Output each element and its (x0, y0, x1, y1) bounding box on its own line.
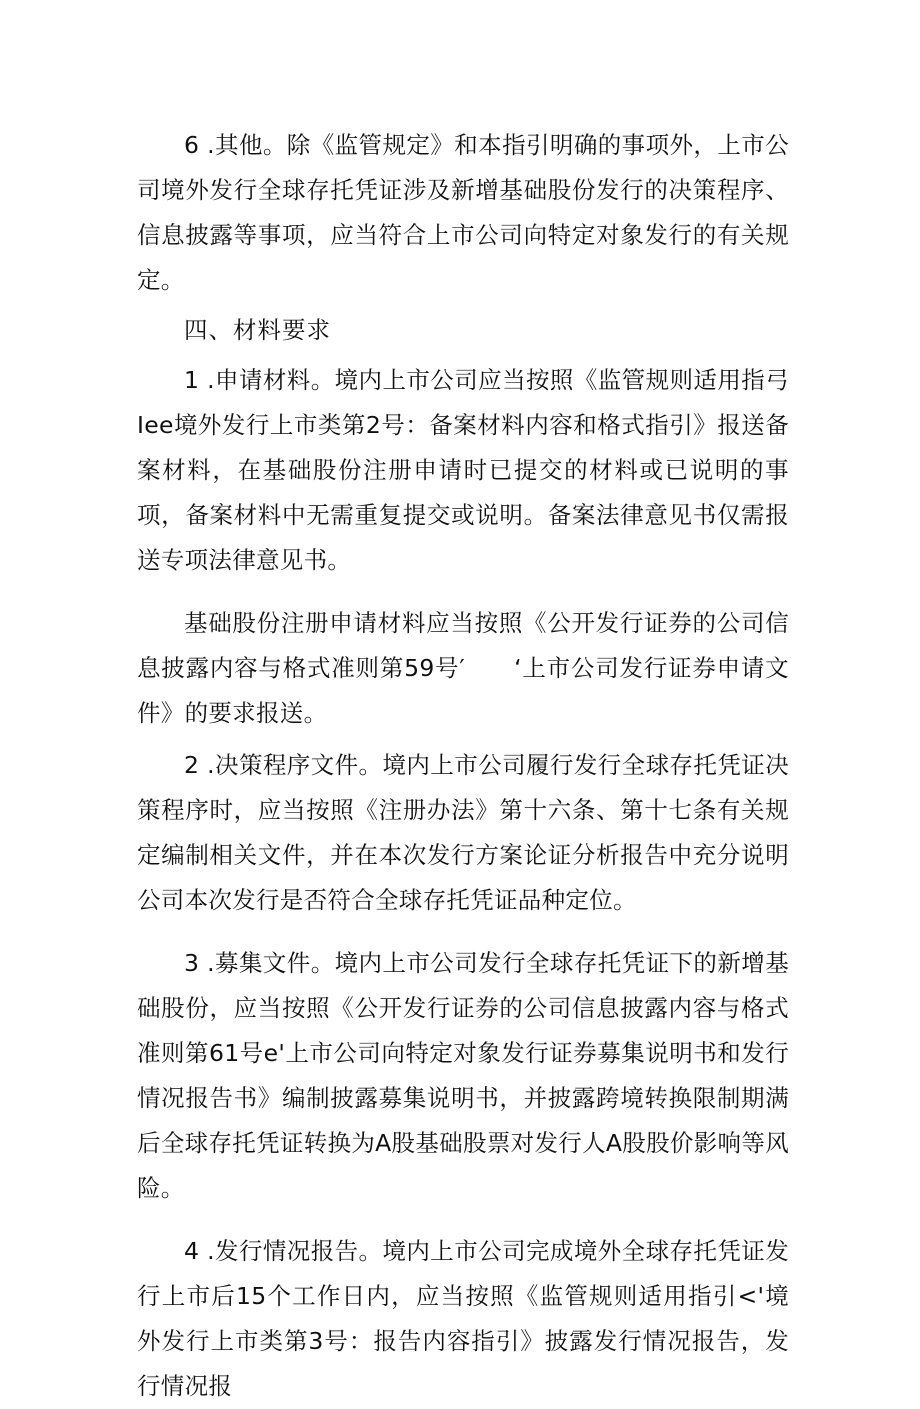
document-body (137, 123, 789, 1409)
section-heading-material-requirements: 四、材料要求 (184, 316, 331, 344)
paragraph-base-share-materials: 基础股份注册申请材料应当按照《公开发行证券的公司信息披露内容与格式准则第59号′ ‘上市公司发行证券申请文件》的要求报送。 (137, 609, 789, 727)
paragraph-item-1-application-materials: 1 .申请材料。境内上市公司应当按照《监管规则适用指弓Iee境外发行上市类第2号：备案材料内容和格式指引》报送备案材料，在基础股份注册申请时已提交的材料或已说明的事项，备案材料中无需重复提交或说明。备案法律意见书仅需报送专项法律意见书。 (137, 366, 789, 574)
paragraph-item-3-fundraising-documents: 3 .募集文件。境内上市公司发行全球存托凭证下的新增基础股份，应当按照《公开发行证券的公司信息披露内容与格式准则第61号e'上市公司向特定对象发行证券募集说明书和发行情况报告书》编制披露募集说明书，并披露跨境转换限制期满后全球存托凭证转换为A股基础股票对发行人A股股价影响等风险。 (137, 949, 789, 1202)
paragraph-item-6-other: 6 .其他。除《监管规定》和本指引明确的事项外，上市公司境外发行全球存托凭证涉及新增基础股份发行的决策程序、信息披露等事项，应当符合上市公司向特定对象发行的有关规定。 (137, 131, 789, 294)
paragraph-item-2-decision-documents: 2 .决策程序文件。境内上市公司履行发行全球存托凭证决策程序时，应当按照《注册办法》第十六条、第十七条有关规定编制相关文件，并在本次发行方案论证分析报告中充分说明公司本次发行是否符合全球存托凭证品种定位。 (137, 751, 789, 914)
paragraph-item-4-issuance-report: 4 .发行情况报告。境内上市公司完成境外全球存托凭证发行上市后15个工作日内，应当按照《监管规则适用指引<'境外发行上市类第3号：报告内容指引》披露发行情况报告，发行情况报 (137, 1237, 789, 1400)
